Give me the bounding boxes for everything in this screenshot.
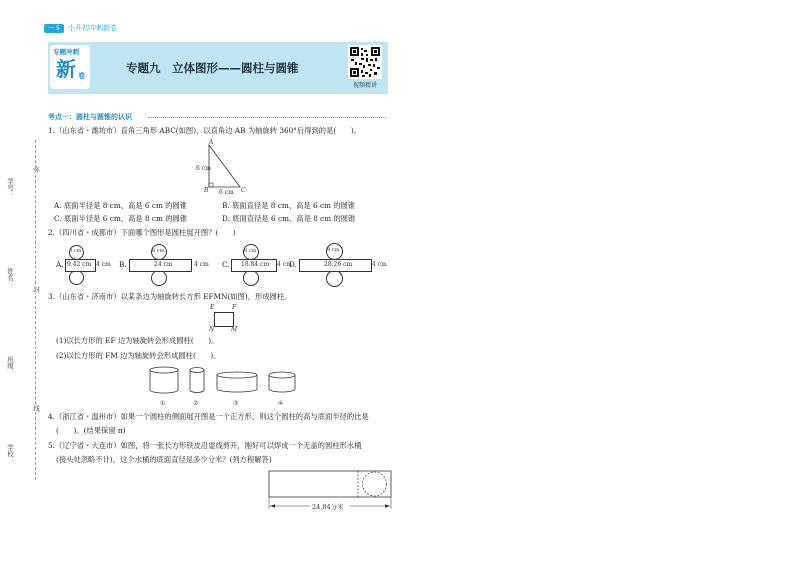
q5-line1: 5.（辽宁省・大连市）如图，将一张长方形铁皮沿虚线剪开，刚好可以焊成一个无盖的圆柱形水桶 <box>48 441 362 450</box>
circle-dim: 9 cm <box>327 247 340 253</box>
cylinder-label-2: ② <box>193 400 199 407</box>
name-label: 姓名： <box>6 268 14 288</box>
qr-code-icon[interactable] <box>348 45 382 79</box>
q2-option-d[interactable]: D. <box>289 260 297 269</box>
cut-char: 封 <box>32 286 40 293</box>
point-e: E <box>210 304 215 311</box>
rect-width: 28.26 cm <box>324 261 353 268</box>
rect-height: 4 cm <box>194 261 209 268</box>
binding-line <box>35 140 36 480</box>
series-title: 小升初冲刺新卷 <box>68 24 117 32</box>
student-id-label: 学号： <box>6 178 14 198</box>
net-circle-bottom <box>243 270 259 286</box>
banner-badge <box>50 45 90 89</box>
school-label: 学校： <box>6 444 14 464</box>
side-bc-label: 6 cm <box>219 189 234 196</box>
cylinder-label-3: ③ <box>233 400 239 407</box>
section-title: 考点一：圆柱与圆锥的认识 <box>48 113 132 121</box>
q4-line1: 4.（浙江省・温州市）如果一个圆柱的侧面展开图是一个正方形，则这个圆柱的高与底面半径的比是 <box>48 412 369 421</box>
special-label: 专题冲刺 <box>53 48 79 56</box>
small-char: 卷 <box>78 72 85 80</box>
q1-option-c[interactable]: C. 底面半径是 6 cm、高是 8 cm 的圆锥 <box>54 214 188 223</box>
side-ab-label: 6 cm <box>196 165 211 172</box>
cylinder-label-1: ① <box>160 400 166 407</box>
cylinder-label-4: ④ <box>278 400 284 407</box>
topic-banner <box>48 42 388 94</box>
point-b: B <box>204 187 209 194</box>
sheet-length-label: 24.84分米 <box>312 503 344 511</box>
cut-char: 弥 <box>32 166 40 173</box>
rect-width: 24 cm <box>154 261 173 268</box>
rect-height: 4 cm <box>96 261 111 268</box>
rect-width: 18.84 cm <box>241 261 270 268</box>
cylinder-3 <box>217 372 257 392</box>
q3-stem: 3.（山东省・济南市）以某条边为轴旋转长方形 EFMN(如图)，形成圆柱。 <box>48 292 292 301</box>
q1-stem: 1.（山东省・潍坊市）直角三角形 ABC(如图)，以直角边 AB 为轴旋转 360°后得到的是( )。 <box>48 126 361 135</box>
rect-width: 9.42 cm <box>67 261 92 268</box>
point-f: F <box>232 304 237 311</box>
cylinder-1 <box>150 367 178 393</box>
net-circle-bottom <box>151 270 167 286</box>
q2-stem: 2.（四川省・成都市）下面哪个图形是圆柱展开图？( ) <box>48 228 236 237</box>
q4-line2: ( )。(结果保留 π) <box>56 426 126 435</box>
q3-sub1: (1)以长方形的 EF 边为轴旋转会形成圆柱( )。 <box>56 336 219 345</box>
q1-option-a[interactable]: A. 底面半径是 8 cm、高是 6 cm 的圆锥 <box>54 201 188 210</box>
cylinder-2 <box>190 368 204 393</box>
net-circle-bottom <box>69 270 84 285</box>
point-m: M <box>231 326 238 333</box>
circle-dim: 6 cm <box>244 248 257 254</box>
cylinder-4 <box>269 372 295 392</box>
q1-option-d[interactable]: D. 底面直径是 6 cm、高是 8 cm 的圆锥 <box>222 214 356 223</box>
q2-option-b[interactable]: B. <box>119 260 127 269</box>
section-divider <box>148 117 386 118</box>
rect-height: 4 cm <box>277 261 292 268</box>
q1-option-b[interactable]: B. 底面直径是 8 cm、高是 6 cm 的圆锥 <box>222 201 356 210</box>
q2-option-a[interactable]: A. <box>56 260 64 269</box>
point-n: N <box>209 326 215 333</box>
big-char: 新 <box>56 57 76 81</box>
point-c: C <box>241 187 246 194</box>
topic-title: 专题九 立体图形——圆柱与圆锥 <box>126 61 299 75</box>
circle-dim: 8 cm <box>152 248 165 254</box>
q5-line2: (接头处忽略不计)，这个水桶的底面直径是多少分米？(列方程解答) <box>56 455 272 464</box>
q2-option-c[interactable]: C. <box>222 260 230 269</box>
circle-dim: 3 cm <box>69 248 82 254</box>
cut-char: 线 <box>32 405 40 412</box>
page-badge: 一 5 <box>44 24 64 33</box>
cylinder-options <box>144 364 304 398</box>
q3-sub2: (2)以长方形的 FM 边为轴旋转会形成圆柱( )。 <box>56 351 221 360</box>
class-label: 班级： <box>6 356 14 376</box>
rectangle-efmn <box>214 312 234 327</box>
net-circle-bottom <box>326 270 343 287</box>
qr-caption: 视频精讲 <box>352 82 377 89</box>
rect-height: 4 cm <box>372 261 387 268</box>
point-a: A <box>209 139 214 146</box>
